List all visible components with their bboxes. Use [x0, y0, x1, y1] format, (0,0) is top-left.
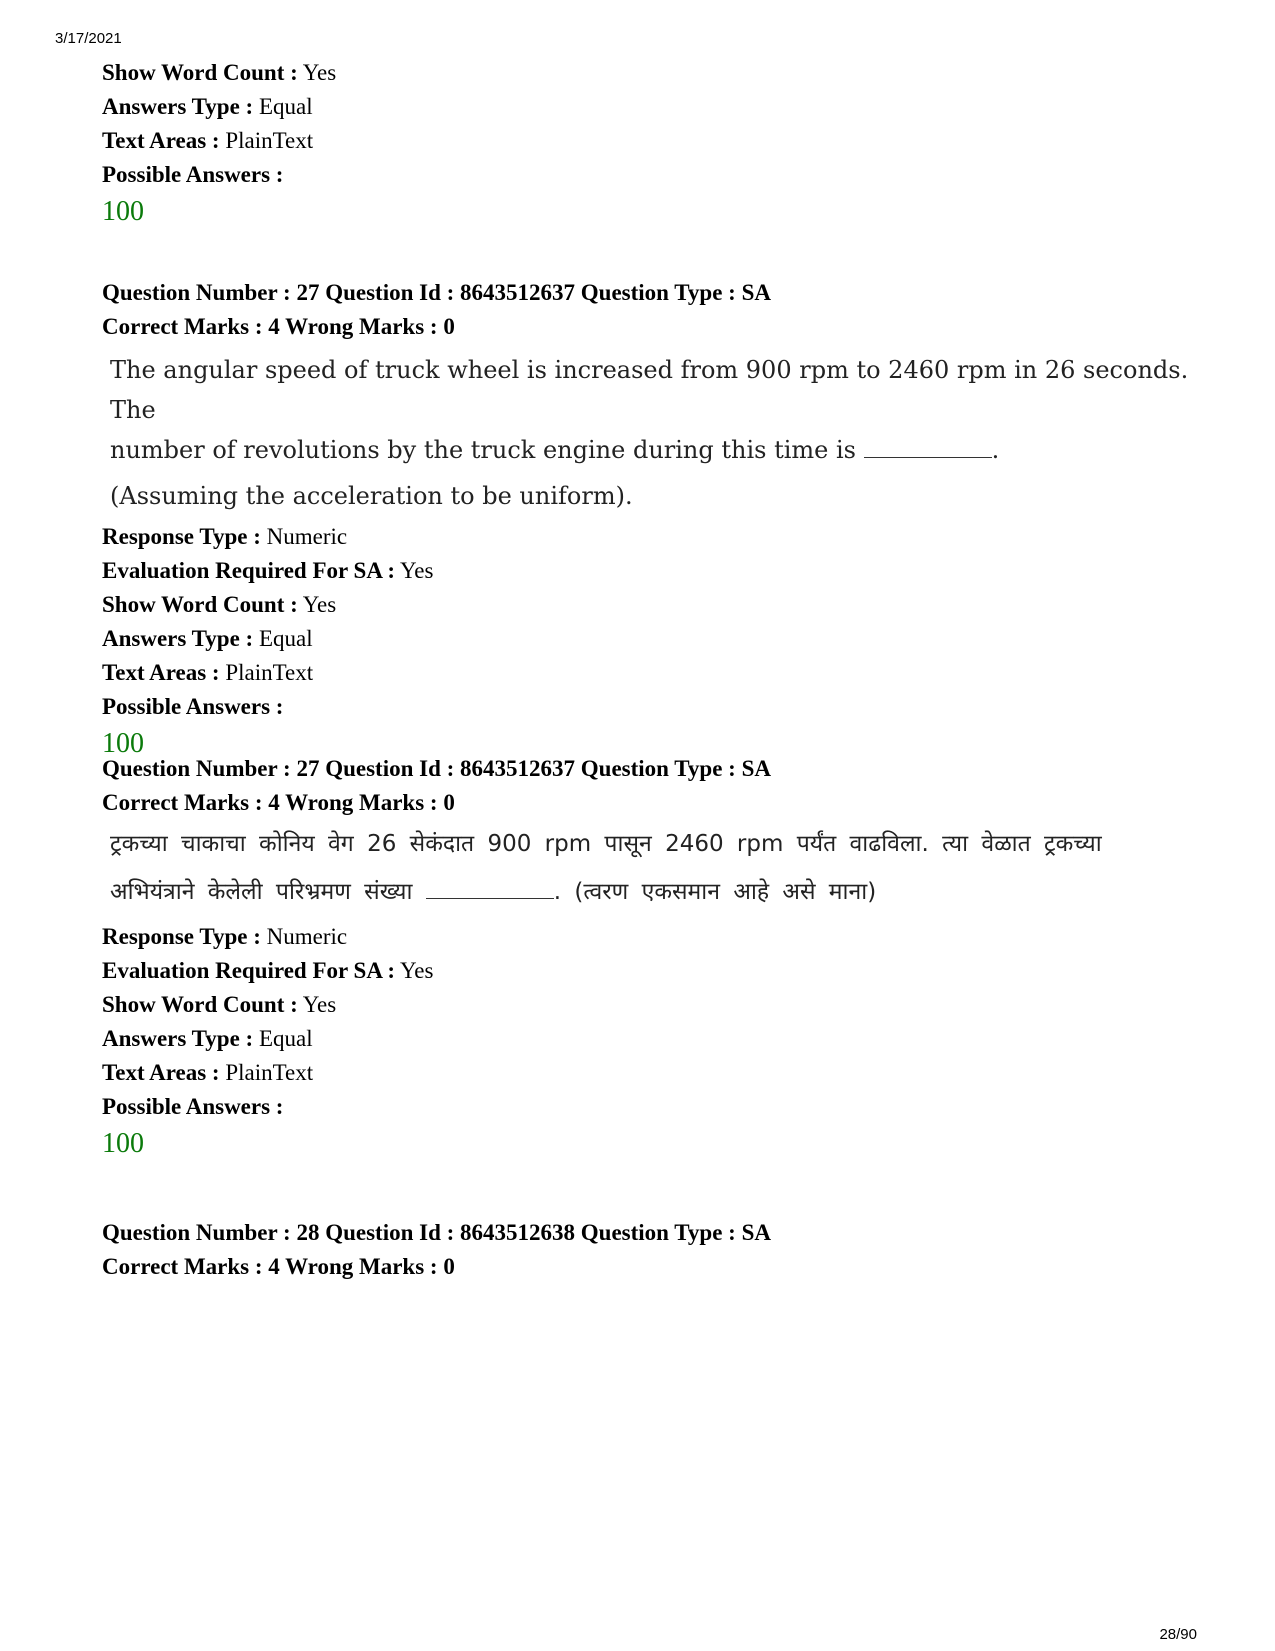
question-text-line: [110, 430, 1202, 470]
question-text-line: The angular speed of truck wheel is increased from 900 rpm to 2460 rpm in 26 seconds. The: [110, 356, 1189, 424]
show-word-count-label: Show Word Count :: [102, 992, 298, 1017]
question-text-line: [110, 868, 1202, 916]
question-marks: Correct Marks : 4 Wrong Marks : 0: [102, 1254, 455, 1279]
possible-answer-value: 100: [102, 196, 144, 227]
answers-type-value: Equal: [258, 1026, 313, 1051]
show-word-count-row: [102, 56, 1202, 90]
text-areas-row: [102, 656, 1202, 690]
response-type-value: Numeric: [266, 524, 348, 549]
question-text-fragment: . (त्वरण एकसमान आहे असे माना): [553, 879, 877, 905]
print-date: 3/17/2021: [55, 30, 122, 47]
possible-answers-row: [102, 1090, 1202, 1124]
response-type-label: Response Type :: [102, 524, 261, 549]
possible-answers-row: [102, 690, 1202, 724]
question-block-marathi: [102, 752, 1202, 1163]
show-word-count-value: Yes: [302, 992, 337, 1017]
possible-answer-value: 100: [102, 1128, 144, 1159]
answers-type-value: Equal: [258, 94, 313, 119]
evaluation-label: Evaluation Required For SA :: [102, 958, 396, 983]
show-word-count-row: [102, 988, 1202, 1022]
evaluation-label: Evaluation Required For SA :: [102, 558, 396, 583]
answers-type-label: Answers Type :: [102, 94, 254, 119]
question-heading: Question Number : 28 Question Id : 8643512638 Question Type : SA: [102, 1220, 771, 1245]
question-text: [102, 350, 1202, 516]
text-areas-value: PlainText: [225, 1060, 314, 1085]
answers-type-label: Answers Type :: [102, 626, 254, 651]
show-word-count-label: Show Word Count :: [102, 60, 298, 85]
question-text: [102, 820, 1202, 916]
response-type-row: [102, 520, 1202, 554]
show-word-count-value: Yes: [302, 592, 337, 617]
possible-answers-label: Possible Answers :: [102, 162, 284, 187]
text-areas-row: [102, 1056, 1202, 1090]
answers-type-row: [102, 90, 1202, 124]
show-word-count-label: Show Word Count :: [102, 592, 298, 617]
response-type-row: [102, 920, 1202, 954]
response-type-label: Response Type :: [102, 924, 261, 949]
question-block-english: [102, 276, 1202, 763]
text-areas-label: Text Areas :: [102, 660, 220, 685]
evaluation-row: [102, 554, 1202, 588]
answers-type-label: Answers Type :: [102, 1026, 254, 1051]
evaluation-value: Yes: [400, 558, 434, 583]
answer-blank: [426, 876, 554, 899]
question-marks: Correct Marks : 4 Wrong Marks : 0: [102, 790, 455, 815]
text-areas-value: PlainText: [225, 128, 314, 153]
show-word-count-row: [102, 588, 1202, 622]
possible-answers-row: [102, 158, 1202, 192]
question-text-fragment: number of revolutions by the truck engine during this time is: [110, 436, 856, 464]
question-text-line: (Assuming the acceleration to be uniform).: [110, 482, 633, 510]
show-word-count-value: Yes: [302, 60, 337, 85]
possible-answer-value: 100: [102, 728, 144, 759]
evaluation-value: Yes: [400, 958, 434, 983]
question-block-next: [102, 1216, 1202, 1284]
text-areas-row: [102, 124, 1202, 158]
evaluation-row: [102, 954, 1202, 988]
question-marks: Correct Marks : 4 Wrong Marks : 0: [102, 314, 455, 339]
question-heading: Question Number : 27 Question Id : 8643512637 Question Type : SA: [102, 280, 771, 305]
previous-question-meta: [102, 56, 1202, 231]
page-number: 28/90: [1159, 1626, 1197, 1643]
question-text-fragment: .: [991, 436, 1000, 464]
response-type-value: Numeric: [266, 924, 348, 949]
question-heading: Question Number : 27 Question Id : 8643512637 Question Type : SA: [102, 756, 771, 781]
possible-answers-label: Possible Answers :: [102, 1094, 284, 1119]
question-text-fragment: अभियंत्राने केलेली परिभ्रमण संख्या: [110, 879, 413, 905]
text-areas-value: PlainText: [225, 660, 314, 685]
answer-blank: [864, 435, 992, 458]
question-text-line: ट्रकच्या चाकाचा कोनिय वेग 26 सेकंदात 900 rpm पासून 2460 rpm पर्यंत वाढविला. त्या वेळात ट्रकच्या: [110, 831, 1102, 857]
text-areas-label: Text Areas :: [102, 128, 220, 153]
possible-answers-label: Possible Answers :: [102, 694, 284, 719]
answers-type-value: Equal: [258, 626, 313, 651]
answers-type-row: [102, 622, 1202, 656]
text-areas-label: Text Areas :: [102, 1060, 220, 1085]
answers-type-row: [102, 1022, 1202, 1056]
